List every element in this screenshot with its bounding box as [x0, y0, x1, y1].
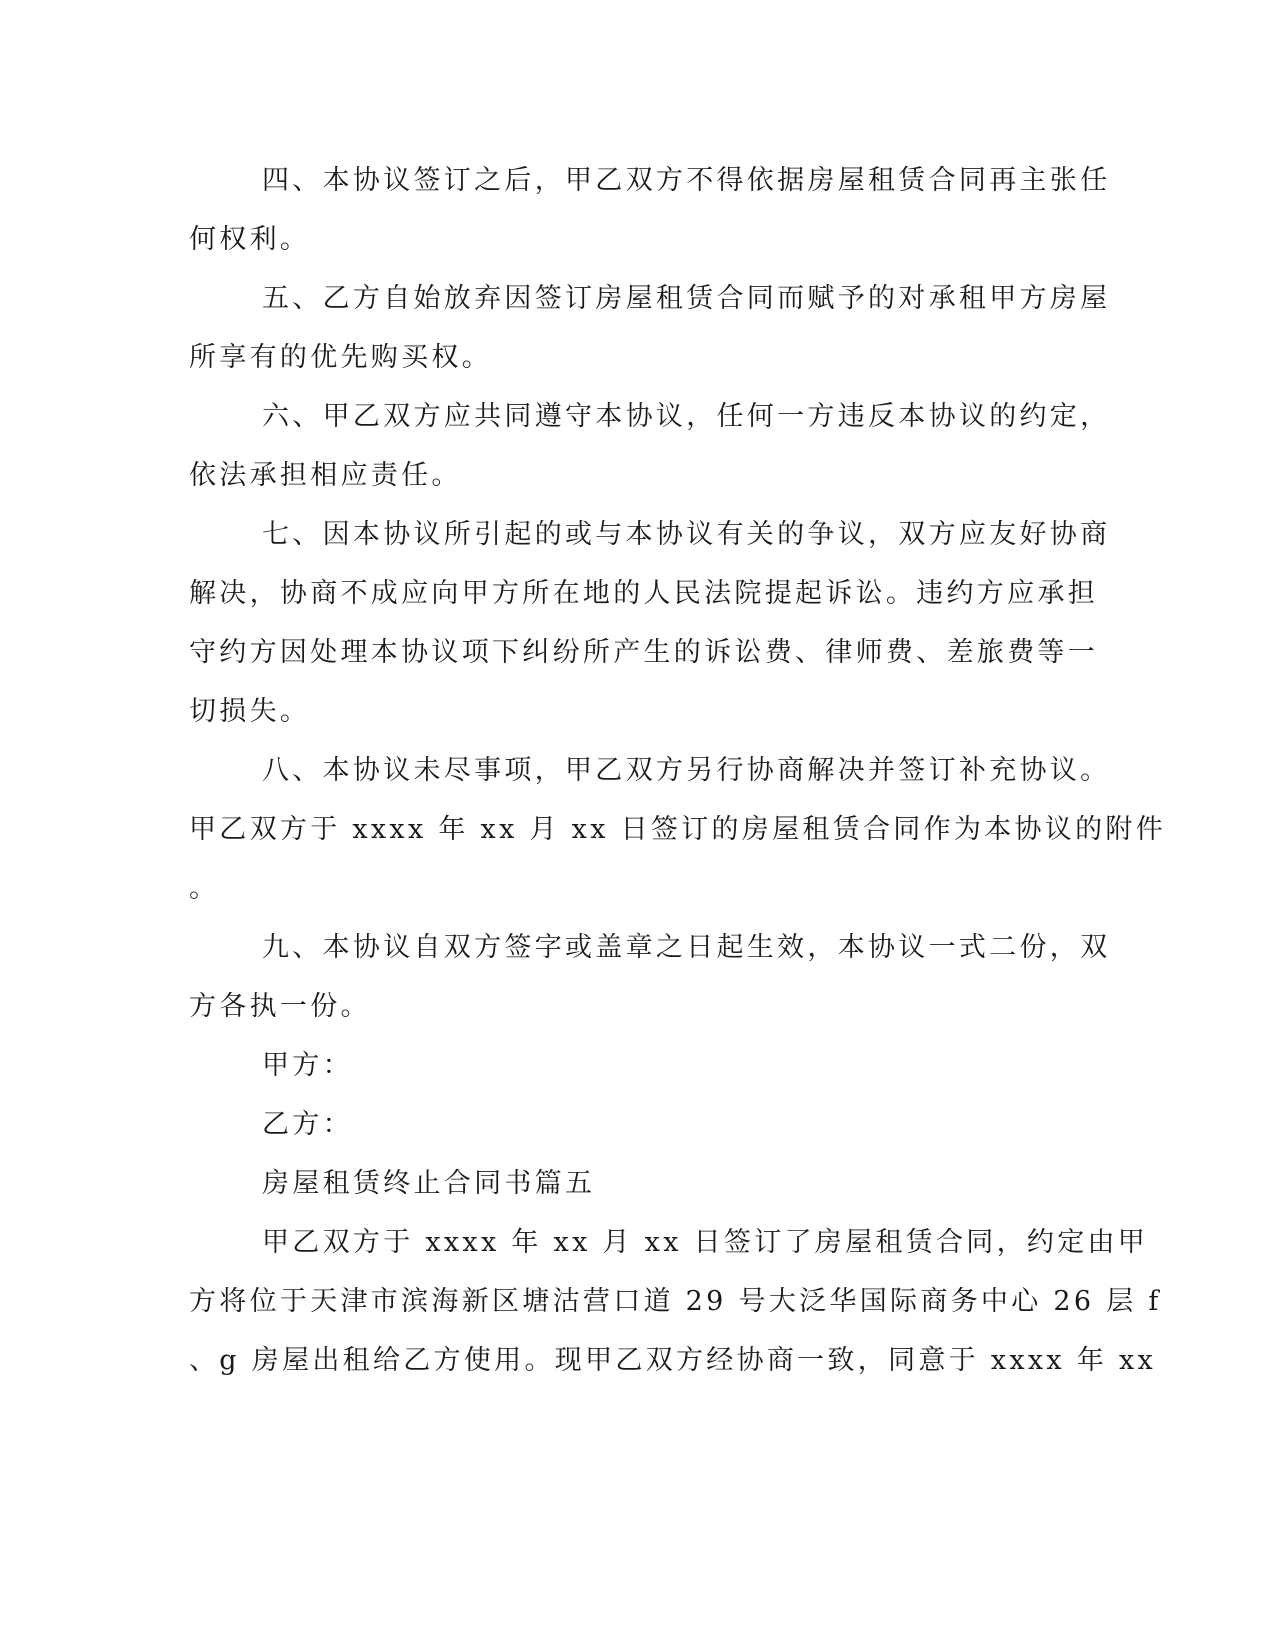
clause-8-line-1: 八、本协议未尽事项，甲乙双方另行协商解决并签订补充协议。 [262, 755, 1111, 786]
clause-7-line-3: 守约方因处理本协议项下纠纷所产生的诉讼费、律师费、差旅费等一 [189, 637, 1098, 668]
clause-6-line-2: 依法承担相应责任。 [189, 460, 462, 491]
clause-4-line-1: 四、本协议签订之后，甲乙双方不得依据房屋租赁合同再主张任 [262, 165, 1111, 196]
clause-9-line-2: 方各执一份。 [189, 991, 371, 1022]
section-heading: 房屋租赁终止合同书篇五 [262, 1168, 596, 1199]
clause-8-line-2: 甲乙双方于 xxxx 年 xx 月 xx 日签订的房屋租赁合同作为本协议的附件 [189, 814, 1167, 845]
clause-7-line-4: 切损失。 [189, 696, 311, 727]
clause-7-line-2: 解决，协商不成应向甲方所在地的人民法院提起诉讼。违约方应承担 [189, 578, 1098, 609]
clause-4-line-2: 何权利。 [189, 224, 311, 255]
party-b-label: 乙方： [262, 1109, 353, 1140]
clause-9-line-1: 九、本协议自双方签字或盖章之日起生效，本协议一式二份，双 [262, 932, 1111, 963]
clause-8-line-3: 。 [189, 873, 220, 904]
clause-6-line-1: 六、甲乙双方应共同遵守本协议，任何一方违反本协议的约定， [262, 401, 1111, 432]
section-5-line-3: 、g 房屋出租给乙方使用。现甲乙双方经协商一致，同意于 xxxx 年 xx [189, 1345, 1157, 1376]
clause-5-line-1: 五、乙方自始放弃因签订房屋租赁合同而赋予的对承租甲方房屋 [262, 283, 1111, 314]
section-5-line-1: 甲乙双方于 xxxx 年 xx 月 xx 日签订了房屋租赁合同，约定由甲 [262, 1227, 1149, 1258]
clause-7-line-1: 七、因本协议所引起的或与本协议有关的争议，双方应友好协商 [262, 519, 1111, 550]
party-a-label: 甲方： [262, 1050, 353, 1081]
clause-5-line-2: 所享有的优先购买权。 [189, 342, 492, 373]
section-5-line-2: 方将位于天津市滨海新区塘沽营口道 29 号大泛华国际商务中心 26 层 f [189, 1286, 1162, 1317]
